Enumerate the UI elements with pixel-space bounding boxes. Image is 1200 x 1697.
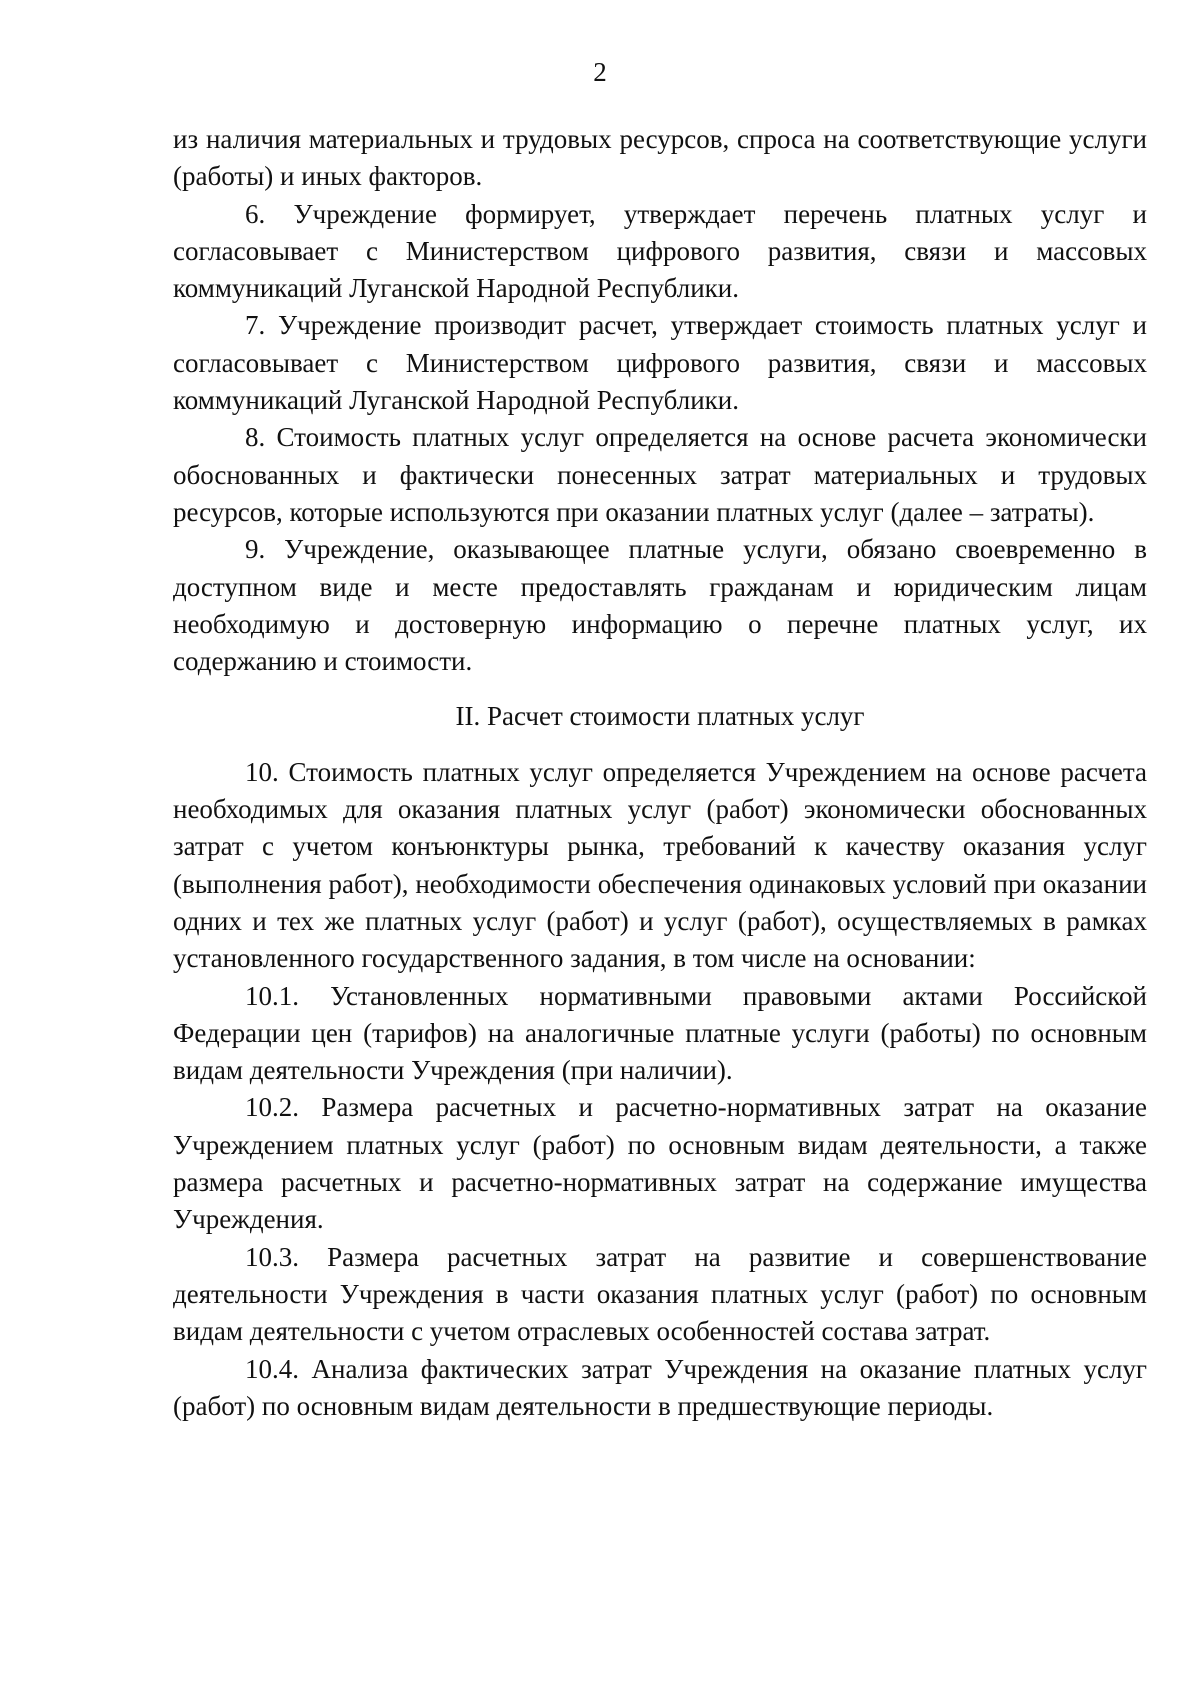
paragraph-item-10-2: 10.2. Размера расчетных и расчетно-нормативных затрат на оказание Учреждением платных услуг (работ) по основным видам деятельности, а также размера расчетных и расчетно-нормативных затрат на содержание имущества Учреждения. bbox=[173, 1092, 1147, 1235]
paragraph-item-8: 8. Стоимость платных услуг определяется на основе расчета экономически обоснованных и фактически понесенных затрат материальных и трудовых ресурсов, которые используются при оказании платных услуг (далее – затраты). bbox=[173, 422, 1147, 527]
continuation-paragraph: из наличия материальных и трудовых ресурсов, спроса на соответствующие услуги (работы) и иных факторов. bbox=[173, 124, 1147, 192]
paragraph-item-10-1: 10.1. Установленных нормативными правовыми актами Российской Федерации цен (тарифов) на аналогичные платные услуги (работы) по основным видам деятельности Учреждения (при наличии). bbox=[173, 980, 1147, 1086]
paragraph-item-7: 7. Учреждение производит расчет, утверждает стоимость платных услуг и согласовывает с Министерством цифрового развития, связи и массовых коммуникаций Луганской Народной Республики. bbox=[173, 310, 1147, 416]
paragraph-item-10: 10. Стоимость платных услуг определяется Учреждением на основе расчета необходимых для оказания платных услуг (работ) экономически обоснованных затрат с учетом конъюнктуры рынка, требований к качеству оказания услуг (выполнения работ), необходимости обеспечения одинаковых условий при оказании одних и тех же платных услуг (работ) и услуг (работ), осуществляемых в рамках установленного государственного задания, в том числе на основании: bbox=[173, 756, 1147, 974]
paragraph-item-10-4: 10.4. Анализа фактических затрат Учреждения на оказание платных услуг (работ) по основным видам деятельности в предшествующие периоды. bbox=[173, 1353, 1147, 1421]
page-number: 2 bbox=[593, 57, 607, 87]
paragraph-item-10-3: 10.3. Размера расчетных затрат на развитие и совершенствование деятельности Учреждения в части оказания платных услуг (работ) по основным видам деятельности с учетом отраслевых особенностей состава затрат. bbox=[173, 1241, 1147, 1347]
document-body bbox=[173, 121, 1147, 1425]
section-heading: II. Расчет стоимости платных услуг bbox=[455, 701, 865, 732]
paragraph-item-9: 9. Учреждение, оказывающее платные услуги, обязано своевременно в доступном виде и месте предоставлять гражданам и юридическим лицам необходимую и достоверную информацию о перечне платных услуг, их содержанию и стоимости. bbox=[173, 534, 1147, 677]
paragraph-item-6: 6. Учреждение формирует, утверждает перечень платных услуг и согласовывает с Министерством цифрового развития, связи и массовых коммуникаций Луганской Народной Республики. bbox=[173, 198, 1147, 304]
